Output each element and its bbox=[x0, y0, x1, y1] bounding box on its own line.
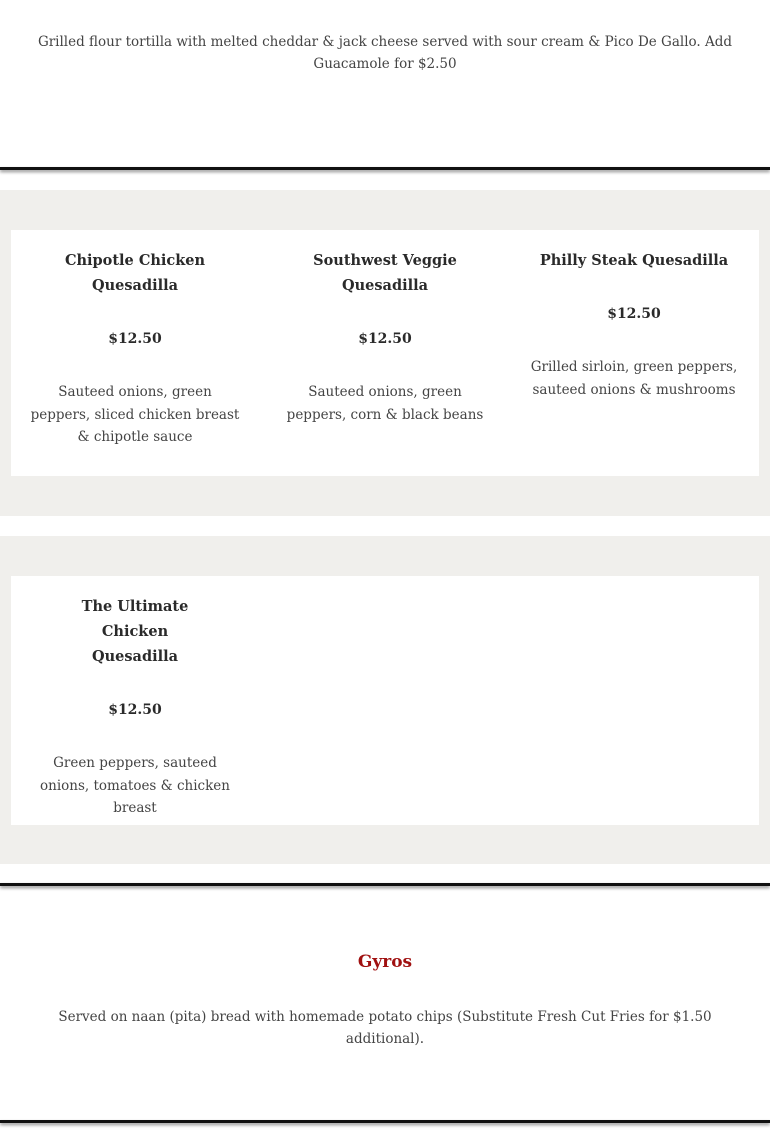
menu-item bbox=[529, 248, 739, 401]
section-divider bbox=[0, 883, 770, 886]
menu-item-description: Grilled sirloin, green peppers, sauteed onions & mushrooms bbox=[530, 359, 738, 398]
menu-item bbox=[30, 248, 240, 449]
menu-item-name: Southwest Veggie Quesadilla bbox=[313, 252, 457, 294]
menu-row bbox=[11, 576, 759, 825]
menu-item-description: Green peppers, sauteed onions, tomatoes & chicken breast bbox=[40, 755, 230, 816]
menu-row-band bbox=[0, 190, 770, 516]
section-divider bbox=[0, 1120, 770, 1123]
menu-row bbox=[11, 230, 759, 476]
menu-item-name: Chipotle Chicken Quesadilla bbox=[64, 252, 206, 294]
gyros-section-title: Gyros bbox=[357, 952, 413, 972]
menu-item-description: Sauteed onions, green peppers, sliced chicken breast & chipotle sauce bbox=[30, 384, 240, 445]
menu-item-name: Philly Steak Quesadilla bbox=[539, 252, 729, 269]
menu-item-price: $12.50 bbox=[108, 702, 162, 718]
quesadilla-section-description: Grilled flour tortilla with melted cheddar & jack cheese served with sour cream & Pico De Gallo. Add Guacamole for $2.50 bbox=[37, 34, 733, 72]
menu-item-name: The Ultimate Chicken Quesadilla bbox=[81, 598, 189, 665]
section-divider bbox=[0, 167, 770, 170]
menu-item-description: Sauteed onions, green peppers, corn & black beans bbox=[286, 384, 484, 423]
menu-item-price: $12.50 bbox=[108, 331, 162, 347]
menu-row-band bbox=[0, 536, 770, 864]
menu-item-price: $12.50 bbox=[358, 331, 412, 347]
menu-item-price: $12.50 bbox=[607, 306, 661, 322]
gyros-section-description: Served on naan (pita) bread with homemade potato chips (Substitute Fresh Cut Fries for $1.50 additional). bbox=[58, 1009, 712, 1047]
menu-item bbox=[280, 248, 490, 426]
menu-item bbox=[30, 594, 240, 820]
